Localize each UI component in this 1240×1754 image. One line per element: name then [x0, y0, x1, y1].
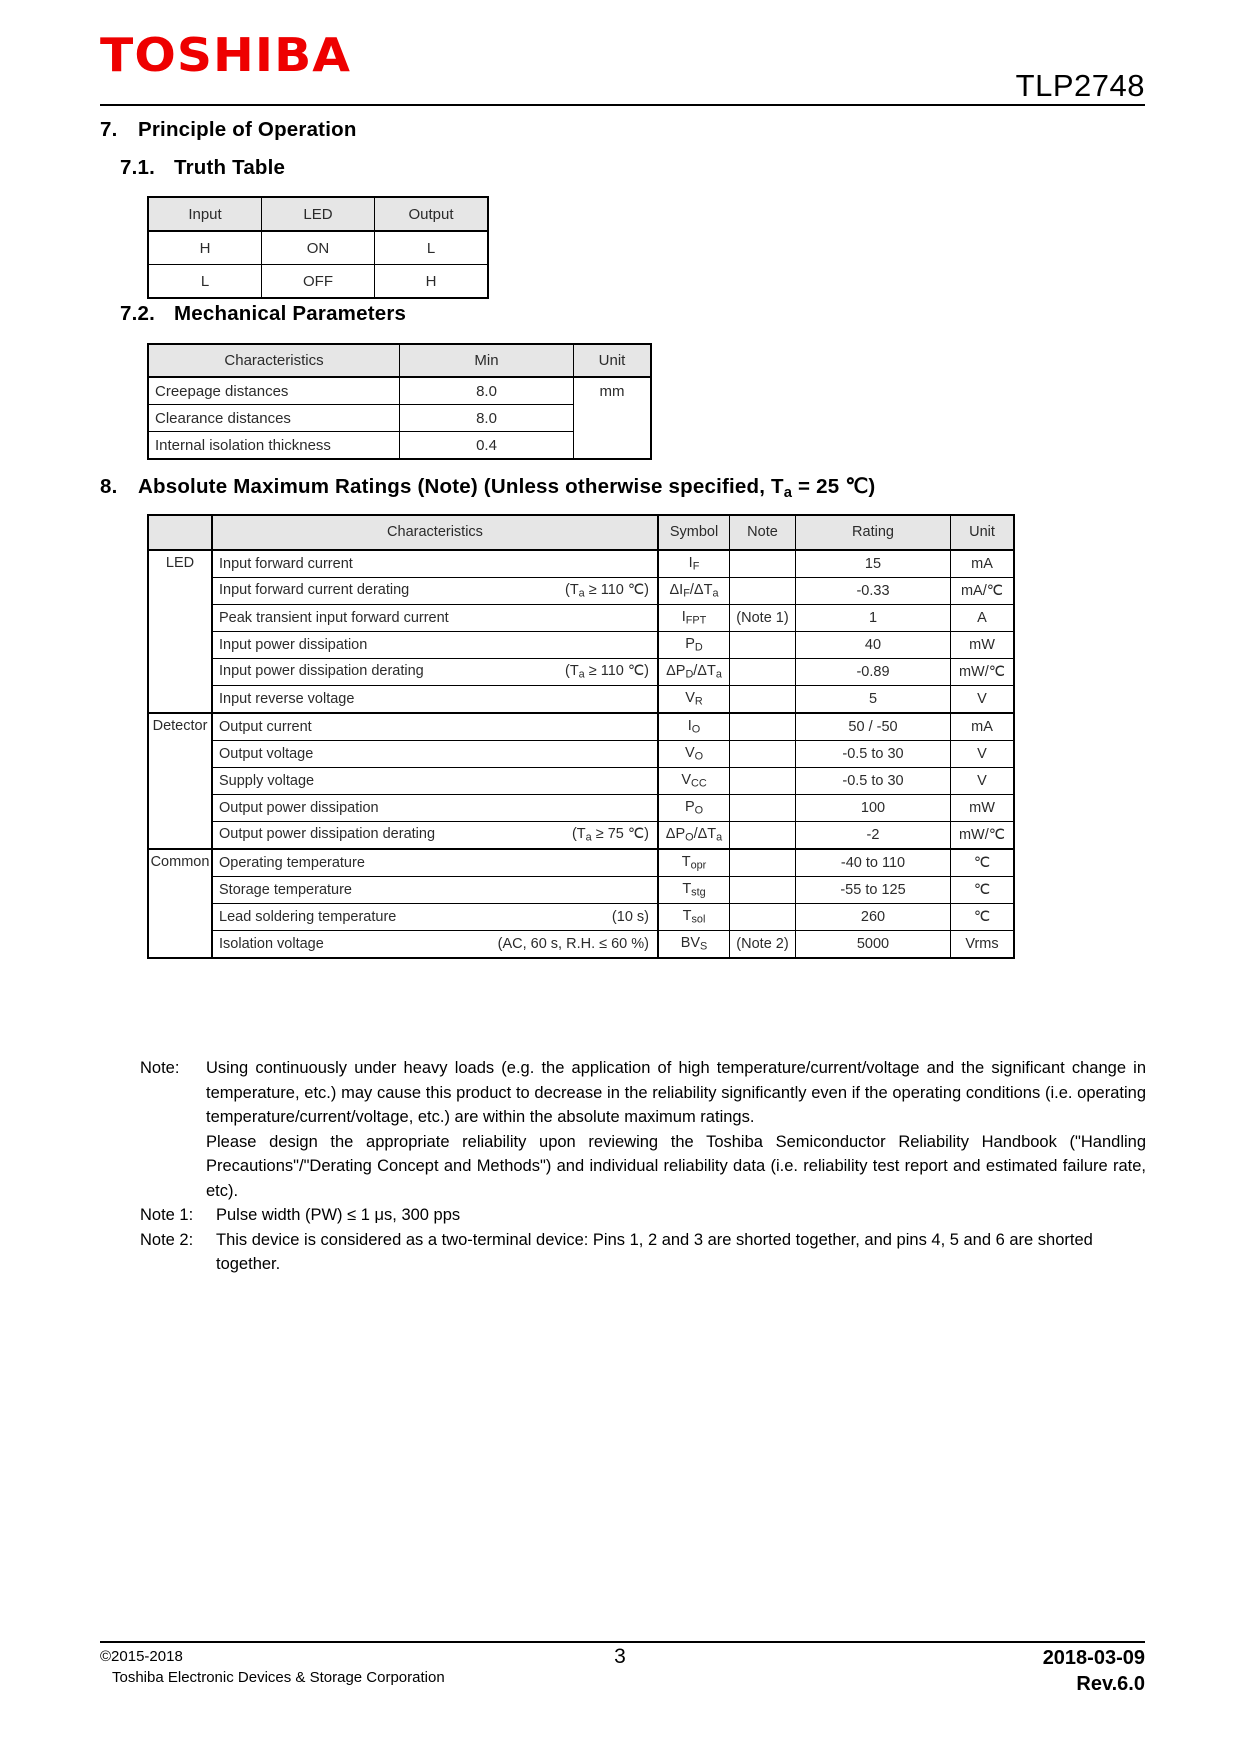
ratings-cell-symbol: $V_R$	[658, 686, 730, 714]
ratings-cell-symbol: $V_{CC}$	[658, 768, 730, 795]
ratings-header-unit: Unit	[951, 515, 1015, 550]
truth-cell-output: H	[375, 265, 489, 299]
mech-cell-min: 8.0	[400, 405, 574, 432]
characteristic-name: Supply voltage	[219, 772, 315, 789]
ratings-cell-unit: Vrms	[951, 931, 1015, 959]
table-row	[148, 231, 488, 265]
ratings-cell-symbol: $I_O$	[658, 713, 730, 741]
ratings-cell-characteristic	[212, 550, 658, 578]
heading-section-7	[100, 118, 357, 142]
table-row	[148, 741, 1014, 768]
mechanical-parameters-table	[147, 343, 652, 460]
table-row	[148, 377, 651, 405]
ratings-cell-note	[730, 578, 796, 605]
corporation-name: Toshiba Electronic Devices & Storage Corporation	[112, 1669, 445, 1686]
ratings-cell-rating: -55 to 125	[796, 877, 951, 904]
mech-cell-characteristic: Internal isolation thickness	[148, 432, 400, 460]
characteristic-name: Lead soldering temperature	[219, 908, 397, 925]
note-paragraph-1: Using continuously under heavy loads (e.g. the application of high temperature/current/voltage and the significant change in temperature, etc.) may cause this product to decrease in the reliability significantly even if the operating conditions (i.e. operating temperature/current/voltage, etc.) are within the absolute maximum ratings.	[206, 1059, 1146, 1126]
characteristic-condition: ($T_a \ge 110$ ℃)	[564, 581, 649, 600]
ratings-cell-symbol: $V_O$	[658, 741, 730, 768]
ratings-cell-unit: V	[951, 741, 1015, 768]
characteristic-name: Input power dissipation	[219, 636, 368, 653]
truth-header-input: Input	[148, 197, 262, 231]
header-divider	[100, 104, 1145, 106]
ratings-cell-characteristic	[212, 768, 658, 795]
ratings-cell-symbol: $T_{opr}$	[658, 849, 730, 877]
ratings-cell-symbol: $\Delta P_O/\Delta T_a$	[658, 822, 730, 850]
document-revision: Rev.6.0	[1076, 1673, 1145, 1695]
note-paragraph-2: Please design the appropriate reliability upon reviewing the Toshiba Semiconductor Reliability Handbook ("Handling Precautions"/"Derating Concept and Methods") and individual reliability data (i.e. reliability test report and estimated failure rate, etc).	[206, 1132, 1146, 1200]
ratings-cell-characteristic	[212, 795, 658, 822]
mech-cell-unit: mm	[574, 377, 652, 459]
table-row	[148, 632, 1014, 659]
mech-header-characteristics: Characteristics	[148, 344, 400, 377]
heading-7-number: 7.	[100, 118, 118, 141]
ratings-cell-rating: 5000	[796, 931, 951, 959]
table-row	[148, 822, 1014, 850]
characteristic-name: Input forward current	[219, 555, 353, 572]
footer-divider	[100, 1641, 1145, 1643]
heading-7-2-number: 7.2.	[120, 302, 155, 325]
mech-header-unit: Unit	[574, 344, 652, 377]
table-row	[148, 550, 1014, 578]
ratings-cell-unit: mA	[951, 550, 1015, 578]
truth-header-led: LED	[262, 197, 375, 231]
ratings-cell-symbol: $BV_S$	[658, 931, 730, 959]
heading-section-8	[100, 474, 875, 501]
characteristic-name: Input reverse voltage	[219, 690, 355, 707]
ratings-cell-rating: 50 / -50	[796, 713, 951, 741]
table-row	[148, 578, 1014, 605]
table-row	[148, 904, 1014, 931]
characteristic-name: Output voltage	[219, 745, 314, 762]
ratings-cell-characteristic	[212, 659, 658, 686]
ratings-cell-rating: -0.89	[796, 659, 951, 686]
ratings-cell-symbol: $T_{stg}$	[658, 877, 730, 904]
ratings-cell-symbol: $I_F$	[658, 550, 730, 578]
ratings-cell-unit: mW/℃	[951, 659, 1015, 686]
note-2-label: Note 2:	[140, 1230, 194, 1249]
ratings-cell-note	[730, 686, 796, 714]
ratings-cell-unit: ℃	[951, 877, 1015, 904]
truth-table	[147, 196, 489, 299]
ratings-cell-rating: 5	[796, 686, 951, 714]
mech-cell-min: 8.0	[400, 377, 574, 405]
ratings-cell-characteristic	[212, 713, 658, 741]
footer-right	[1043, 1645, 1145, 1697]
mech-cell-characteristic: Clearance distances	[148, 405, 400, 432]
truth-cell-led: OFF	[262, 265, 375, 299]
table-row	[148, 931, 1014, 959]
ratings-cell-rating: 1	[796, 605, 951, 632]
characteristic-name: Isolation voltage	[219, 935, 324, 952]
ratings-cell-note	[730, 550, 796, 578]
document-date: 2018-03-09	[1042, 1647, 1145, 1669]
truth-cell-input: L	[148, 265, 262, 299]
ratings-cell-unit: mA/℃	[951, 578, 1015, 605]
note-2-text: This device is considered as a two-terminal device: Pins 1, 2 and 3 are shorted together, and pins 4, 5 and 6 are shorted together.	[216, 1230, 1093, 1273]
characteristic-name: Peak transient input forward current	[219, 609, 449, 626]
ratings-cell-note	[730, 904, 796, 931]
ratings-cell-rating: -0.5 to 30	[796, 768, 951, 795]
heading-7-1-title: Truth Table	[174, 156, 286, 179]
mech-cell-min: 0.4	[400, 432, 574, 460]
ratings-cell-unit: A	[951, 605, 1015, 632]
page-number: 3	[614, 1645, 626, 1668]
ratings-cell-characteristic	[212, 605, 658, 632]
ratings-cell-note	[730, 768, 796, 795]
characteristic-name: Output power dissipation	[219, 799, 379, 816]
note-1-text: Pulse width (PW) ≤ 1 μs, 300 pps	[216, 1206, 461, 1224]
heading-8-title-b: = 25 ℃)	[792, 475, 876, 498]
heading-7-1-number: 7.1.	[120, 156, 155, 179]
ratings-cell-characteristic	[212, 877, 658, 904]
ratings-cell-symbol: $P_O$	[658, 795, 730, 822]
ratings-header-group	[148, 515, 212, 550]
ratings-cell-characteristic	[212, 686, 658, 714]
ratings-cell-unit: V	[951, 686, 1015, 714]
table-row	[148, 849, 1014, 877]
table-row	[148, 713, 1014, 741]
ratings-cell-symbol: $P_D$	[658, 632, 730, 659]
ratings-table-body	[148, 550, 1014, 958]
characteristic-name: Output power dissipation derating	[219, 825, 436, 842]
ratings-cell-symbol: $T_{sol}$	[658, 904, 730, 931]
truth-cell-led: ON	[262, 231, 375, 265]
heading-8-title-a: Absolute Maximum Ratings (Note) (Unless otherwise specified, T	[138, 475, 784, 498]
ratings-cell-symbol: $\Delta P_D/\Delta T_a$	[658, 659, 730, 686]
truth-cell-input: H	[148, 231, 262, 265]
ratings-group-label: Common	[148, 849, 212, 958]
ratings-group-label: LED	[148, 550, 212, 713]
note-2	[140, 1228, 1146, 1277]
table-header-row	[148, 197, 488, 231]
characteristic-name: Input power dissipation derating	[219, 662, 424, 679]
heading-8-number: 8.	[100, 475, 118, 498]
note-main	[140, 1056, 1146, 1130]
ratings-cell-rating: 15	[796, 550, 951, 578]
ratings-cell-unit: ℃	[951, 904, 1015, 931]
ratings-cell-unit: mW	[951, 795, 1015, 822]
ratings-cell-note	[730, 877, 796, 904]
ratings-cell-unit: mW	[951, 632, 1015, 659]
ratings-header-rating: Rating	[796, 515, 951, 550]
characteristic-condition: (10 s)	[611, 908, 649, 925]
table-row	[148, 265, 488, 299]
table-row	[148, 686, 1014, 714]
table-row	[148, 605, 1014, 632]
ratings-header-characteristics: Characteristics	[212, 515, 658, 550]
notes-block	[140, 1056, 1146, 1277]
ratings-cell-unit: V	[951, 768, 1015, 795]
toshiba-logo: TOSHIBA	[100, 28, 352, 82]
ratings-cell-rating: -0.5 to 30	[796, 741, 951, 768]
truth-cell-output: L	[375, 231, 489, 265]
ratings-cell-note: (Note 2)	[730, 931, 796, 959]
ratings-cell-unit: ℃	[951, 849, 1015, 877]
table-header-row	[148, 344, 651, 377]
part-number: TLP2748	[1015, 68, 1145, 103]
characteristic-condition: ($T_a \ge 110$ ℃)	[564, 662, 649, 681]
characteristic-condition: ($T_a \ge 75$ ℃)	[571, 825, 649, 844]
ratings-cell-symbol: $\Delta I_F/\Delta T_a$	[658, 578, 730, 605]
page-header	[100, 24, 1145, 103]
ratings-cell-note	[730, 741, 796, 768]
ratings-cell-unit: mA	[951, 713, 1015, 741]
ratings-cell-note	[730, 713, 796, 741]
ratings-cell-rating: 40	[796, 632, 951, 659]
heading-section-7-1	[120, 156, 285, 180]
table-row	[148, 795, 1014, 822]
ratings-cell-rating: 260	[796, 904, 951, 931]
truth-header-output: Output	[375, 197, 489, 231]
ratings-cell-rating: -40 to 110	[796, 849, 951, 877]
mech-header-min: Min	[400, 344, 574, 377]
ratings-cell-characteristic	[212, 632, 658, 659]
heading-7-2-title: Mechanical Parameters	[174, 302, 407, 325]
ratings-cell-rating: -0.33	[796, 578, 951, 605]
characteristic-name: Input forward current derating	[219, 581, 410, 598]
table-header-row	[148, 515, 1014, 550]
ratings-cell-rating: 100	[796, 795, 951, 822]
table-row	[148, 877, 1014, 904]
ratings-cell-characteristic	[212, 741, 658, 768]
ratings-cell-characteristic	[212, 849, 658, 877]
ratings-cell-note	[730, 822, 796, 850]
ratings-cell-characteristic	[212, 904, 658, 931]
ratings-cell-note	[730, 795, 796, 822]
heading-7-title: Principle of Operation	[138, 118, 357, 141]
ratings-group-label: Detector	[148, 713, 212, 849]
ratings-header-note: Note	[730, 515, 796, 550]
characteristic-name: Storage temperature	[219, 881, 352, 898]
characteristic-name: Output current	[219, 718, 312, 735]
heading-section-7-2	[120, 302, 406, 326]
ratings-cell-characteristic	[212, 578, 658, 605]
ratings-cell-symbol: $I_{FPT}$	[658, 605, 730, 632]
ratings-cell-unit: mW/℃	[951, 822, 1015, 850]
copyright-text: ©2015-2018	[100, 1648, 183, 1665]
note-1	[140, 1203, 1146, 1228]
ratings-cell-note: (Note 1)	[730, 605, 796, 632]
ratings-cell-note	[730, 849, 796, 877]
mech-cell-characteristic: Creepage distances	[148, 377, 400, 405]
ratings-cell-characteristic	[212, 822, 658, 850]
ratings-header-symbol: Symbol	[658, 515, 730, 550]
ratings-cell-note	[730, 632, 796, 659]
table-row	[148, 768, 1014, 795]
note-1-label: Note 1:	[140, 1206, 194, 1224]
characteristic-name: Operating temperature	[219, 854, 365, 871]
note-label: Note:	[140, 1059, 180, 1077]
heading-8-title-sub: a	[783, 485, 793, 502]
ratings-cell-note	[730, 659, 796, 686]
table-row	[148, 659, 1014, 686]
ratings-cell-rating: -2	[796, 822, 951, 850]
absolute-maximum-ratings-table	[147, 514, 1015, 959]
characteristic-condition: (AC, 60 s, R.H. ≤ 60 %)	[497, 935, 649, 952]
ratings-cell-characteristic	[212, 931, 658, 959]
